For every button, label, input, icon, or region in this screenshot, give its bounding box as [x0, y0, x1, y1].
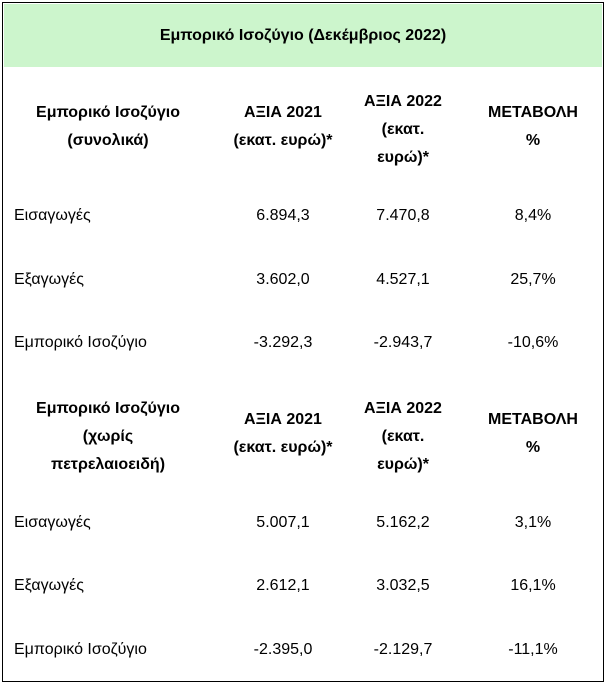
row-label: Εξαγωγές [14, 577, 84, 594]
value-2021: 3.602,0 [256, 271, 310, 288]
change-percent: 25,7% [510, 271, 556, 288]
value-2021: 2.612,1 [256, 577, 310, 594]
header-label-line-2: (χωρίς [82, 428, 134, 445]
header-value-2021-line-2: (εκατ. ευρώ)* [233, 132, 333, 149]
change-percent: -10,6% [507, 334, 559, 351]
header-value-2021-line-2: (εκατ. ευρώ)* [233, 439, 333, 456]
row-label: Εξαγωγές [14, 271, 84, 288]
header-change-line-1: ΜΕΤΑΒΟΛΗ [488, 104, 578, 121]
header-change-line-2: % [525, 439, 541, 456]
value-2021: 6.894,3 [256, 207, 310, 224]
row-label: Εμπορικό Ισοζύγιο [14, 641, 147, 658]
header-value-2021-line-1: ΑΞΙΑ 2021 [244, 104, 322, 121]
value-2022: 7.470,8 [376, 207, 430, 224]
value-2022: -2.943,7 [373, 334, 433, 351]
header-label-line-1: Εμπορικό Ισοζύγιο [36, 400, 180, 417]
change-percent: 8,4% [514, 207, 552, 224]
header-value-2022-line-3: ευρώ)* [377, 149, 429, 166]
row-label: Εμπορικό Ισοζύγιο [14, 334, 147, 351]
value-2021: 5.007,1 [256, 514, 310, 531]
value-2022: -2.129,7 [373, 641, 433, 658]
header-label-line-3: πετρελαιοειδή) [50, 456, 166, 473]
header-label-line-2: (συνολικά) [67, 132, 149, 149]
header-value-2022-line-1: ΑΞΙΑ 2022 [364, 93, 442, 110]
header-change-line-2: % [525, 132, 541, 149]
value-2022: 3.032,5 [376, 577, 430, 594]
header-change-line-1: ΜΕΤΑΒΟΛΗ [488, 411, 578, 428]
value-2021: -2.395,0 [253, 641, 313, 658]
row-label: Εισαγωγές [14, 207, 91, 224]
header-value-2022-line-2: (εκατ. [381, 428, 425, 445]
change-percent: 3,1% [514, 514, 552, 531]
table-title [4, 4, 602, 67]
change-percent: 16,1% [510, 577, 556, 594]
value-2022: 4.527,1 [376, 271, 430, 288]
header-value-2022-line-1: ΑΞΙΑ 2022 [364, 400, 442, 417]
value-2022: 5.162,2 [376, 514, 430, 531]
change-percent: -11,1% [508, 641, 558, 658]
header-label-line-1: Εμπορικό Ισοζύγιο [36, 104, 180, 121]
row-label: Εισαγωγές [14, 514, 91, 531]
header-value-2022-line-3: ευρώ)* [377, 456, 429, 473]
header-value-2021-line-1: ΑΞΙΑ 2021 [244, 411, 322, 428]
header-value-2022-line-2: (εκατ. [381, 121, 425, 138]
trade-balance-table [2, 2, 604, 682]
table-title-text: Εμπορικό Ισοζύγιο (Δεκέμβριος 2022) [159, 26, 447, 44]
value-2021: -3.292,3 [253, 334, 313, 351]
